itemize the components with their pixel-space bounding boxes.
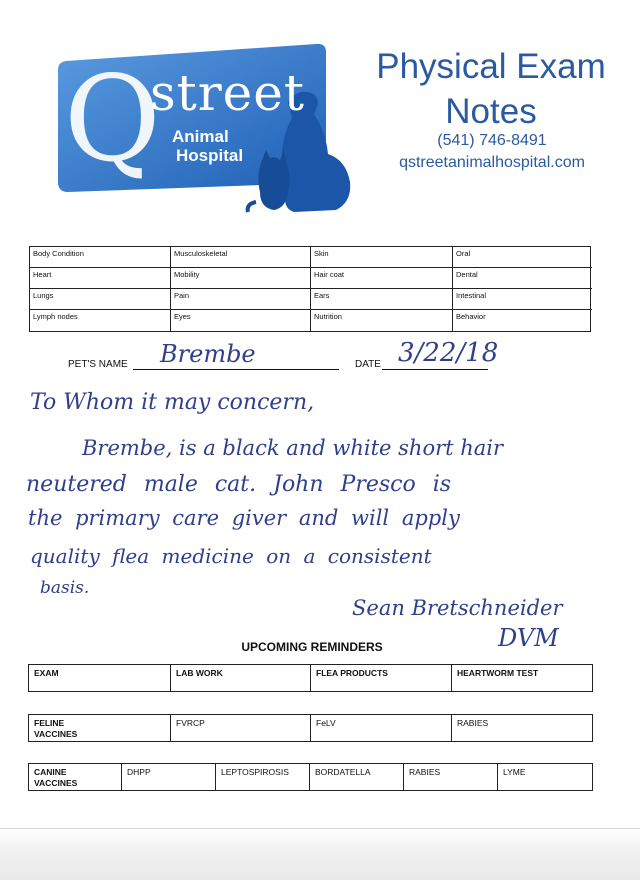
date-label: DATE	[355, 359, 381, 370]
logo-q-letter: Q	[64, 50, 161, 188]
reminder-lab-work: LAB WORK	[171, 665, 311, 691]
feline-vaccine-fvrcp: FVRCP	[171, 715, 311, 741]
canine-vaccine-leptospirosis: LEPTOSPIROSIS	[216, 764, 310, 790]
exam-cell: Intestinal	[453, 289, 592, 310]
exam-cell: Nutrition	[311, 310, 453, 331]
letter-line-5: quality flea medicine on a consistent	[30, 544, 432, 568]
exam-cell: Oral	[453, 247, 592, 268]
letter-line-2: Brembe, is a black and white short hair	[82, 436, 504, 460]
pet-name-label: PET'S NAME	[68, 359, 128, 370]
logo-hospital-text: Hospital	[176, 146, 244, 165]
canine-vaccine-bordatella: BORDATELLA	[310, 764, 404, 790]
exam-cell: Lungs	[30, 289, 171, 310]
feline-vaccine-felv: FeLV	[311, 715, 452, 741]
title-line-2: Notes	[445, 92, 537, 131]
date-line	[382, 369, 488, 370]
scan-shadow	[0, 830, 640, 880]
canine-label-line-1: CANINE	[34, 767, 67, 777]
letter-line-4: the primary care giver and will apply	[28, 506, 460, 530]
date-value: 3/22/18	[398, 338, 499, 368]
canine-vaccine-lyme: LYME	[503, 767, 526, 777]
canine-vaccine-rabies: RABIES	[404, 764, 498, 790]
reminders-feline-row	[28, 714, 593, 742]
clinic-logo	[56, 42, 356, 217]
feline-label-line-2: VACCINES	[34, 729, 78, 740]
exam-cell: Ears	[311, 289, 453, 310]
clinic-phone: (541) 746-8491	[437, 132, 547, 149]
page-title	[366, 44, 616, 134]
feline-vaccine-rabies: RABIES	[457, 718, 489, 728]
exam-cell: Behavior	[456, 312, 486, 321]
reminders-general-row	[28, 664, 593, 692]
letter-line-1: To Whom it may concern,	[30, 390, 315, 415]
letter-line-6: basis.	[40, 578, 90, 598]
exam-cell: Body Condition	[30, 247, 171, 268]
logo-animal-text: Animal	[172, 127, 229, 146]
exam-cell: Lymph nodes	[30, 310, 171, 331]
clinic-website: qstreetanimalhospital.com	[399, 154, 585, 171]
feline-label-line-1: FELINE	[34, 718, 65, 728]
feline-vaccines-label	[29, 715, 171, 741]
pet-name-value: Brembe	[160, 340, 256, 368]
canine-vaccine-dhpp: DHPP	[122, 764, 216, 790]
exam-checklist-grid	[29, 246, 591, 332]
reminder-flea-products: FLEA PRODUCTS	[311, 665, 452, 691]
pet-name-line	[133, 369, 339, 370]
exam-cell: Hair coat	[311, 268, 453, 289]
reminders-title: UPCOMING REMINDERS	[241, 640, 383, 654]
reminder-heartworm-test: HEARTWORM TEST	[457, 668, 539, 678]
canine-label-line-2: VACCINES	[34, 778, 78, 789]
exam-cell: Mobility	[171, 268, 311, 289]
scan-edge	[0, 828, 640, 829]
exam-cell: Skin	[311, 247, 453, 268]
exam-cell: Pain	[171, 289, 311, 310]
logo-street-text: street	[150, 64, 305, 122]
title-line-1: Physical Exam	[376, 47, 606, 86]
signature: Sean Bretschneider	[352, 596, 563, 620]
reminder-exam: EXAM	[29, 665, 171, 691]
reminders-canine-row	[28, 763, 593, 791]
letter-line-3: neutered male cat. John Presco is	[26, 472, 452, 497]
canine-vaccines-label	[29, 764, 122, 790]
exam-cell: Eyes	[171, 310, 311, 331]
exam-cell: Heart	[30, 268, 171, 289]
exam-cell: Dental	[453, 268, 592, 289]
exam-cell: Musculoskeletal	[171, 247, 311, 268]
signature-credential: DVM	[498, 624, 559, 652]
